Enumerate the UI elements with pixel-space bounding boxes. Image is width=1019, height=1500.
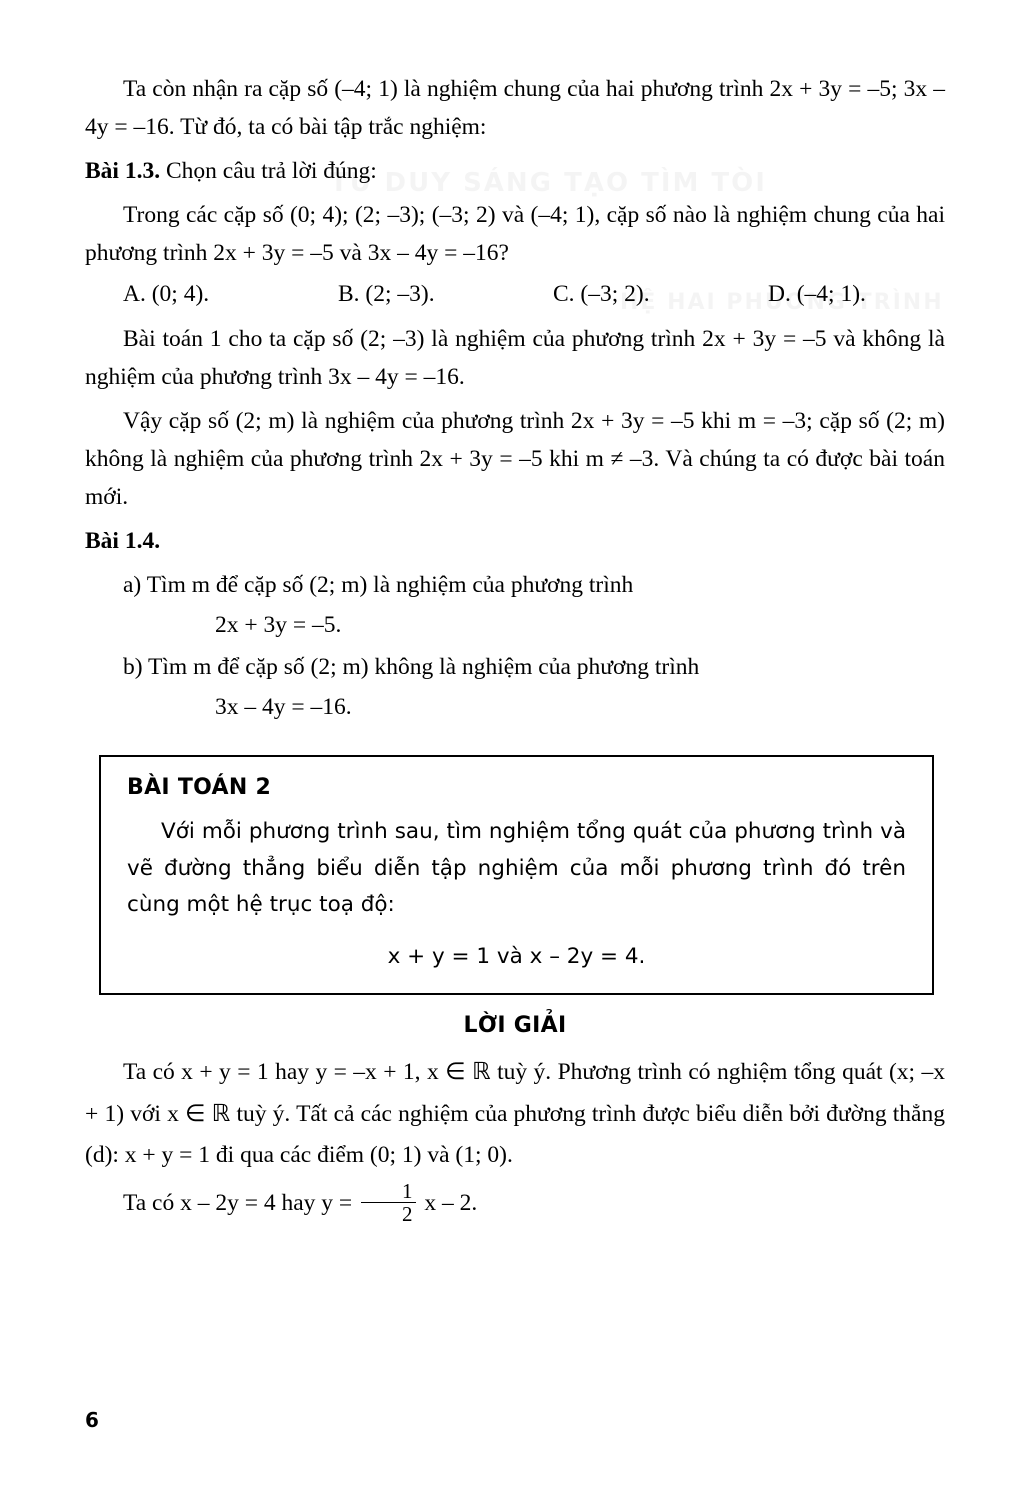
solution-paragraph-2 [85, 1178, 945, 1227]
exercise-1-3-heading [85, 152, 945, 190]
intro-paragraph: Ta còn nhận ra cặp số (–4; 1) là nghiệm chung của hai phương trình 2x + 3y = –5; 3x – 4y = –16. Từ đó, ta có bài tập trắc nghiệm: [85, 76, 945, 141]
choice-c[interactable]: C. (–3; 2). [553, 281, 650, 308]
exercise-1-3-label: Bài 1.3. [85, 158, 161, 185]
fraction-one-half [361, 1180, 416, 1225]
solution-heading: LỜI GIẢI [463, 1013, 567, 1039]
fraction-denominator: 2 [361, 1202, 416, 1225]
solution-paragraph-1: Ta có x + y = 1 hay y = –x + 1, x ∈ ℝ tuỳ ý. Phương trình có nghiệm tổng quát (x; –x + 1) với x ∈ ℝ tuỳ ý. Tất cả các nghiệm của phương trình được biểu diễn bởi đường thẳng (d): x + y = 1 đi qua các điểm (0; 1) và (1; 0). [85, 1059, 945, 1168]
solution-body [85, 1052, 945, 1226]
choice-b[interactable]: B. (2; –3). [338, 281, 435, 308]
exercise-1-3-prompt: Chọn câu trả lời đúng: [165, 158, 377, 185]
exercise-1-4-equation-a: 2x + 3y = –5. [215, 612, 342, 639]
fraction-numerator: 1 [402, 1178, 413, 1203]
exercise-1-3-question: Trong các cặp số (0; 4); (2; –3); (–3; 2) và (–4; 1), cặp số nào là nghiệm chung của hai phương trình 2x + 3y = –5 và 3x – 4y = –16? [85, 202, 945, 267]
problem-2-equation: x + y = 1 và x – 2y = 4. [387, 944, 646, 970]
choice-a[interactable]: A. (0; 4). [123, 281, 210, 308]
choice-d[interactable]: D. (–4; 1). [768, 281, 866, 308]
exercise-1-4-equation-b: 3x – 4y = –16. [215, 694, 352, 721]
problem-2-box [99, 755, 934, 996]
solution-p2-suffix: x – 2. [424, 1189, 478, 1216]
solution-p2-prefix: Ta có x – 2y = 4 hay y = [123, 1189, 353, 1216]
problem-2-body: Với mỗi phương trình sau, tìm nghiệm tổng quát của phương trình và vẽ đường thẳng biểu diễn tập nghiệm của mỗi phương trình đó trên cùng một hệ trục toạ độ: [127, 818, 906, 918]
page-number: 6 [85, 1408, 99, 1432]
problem-2-title: BÀI TOÁN 2 [127, 774, 272, 800]
remark-2: Vậy cặp số (2; m) là nghiệm của phương trình 2x + 3y = –5 khi m = –3; cặp số (2; m) không là nghiệm của phương trình 2x + 3y = –5 khi m ≠ –3. Và chúng ta có được bài toán mới. [85, 408, 945, 511]
exercise-1-4-part-b: b) Tìm m để cặp số (2; m) không là nghiệm của phương trình [123, 654, 700, 681]
page-content [85, 70, 945, 1233]
exercise-1-4-part-a: a) Tìm m để cặp số (2; m) là nghiệm của phương trình [123, 572, 634, 599]
exercise-1-3-choices [85, 276, 945, 314]
exercise-1-4-label: Bài 1.4. [85, 528, 161, 555]
remark-1: Bài toán 1 cho ta cặp số (2; –3) là nghiệm của phương trình 2x + 3y = –5 và không là nghiệm của phương trình 3x – 4y = –16. [85, 325, 945, 390]
